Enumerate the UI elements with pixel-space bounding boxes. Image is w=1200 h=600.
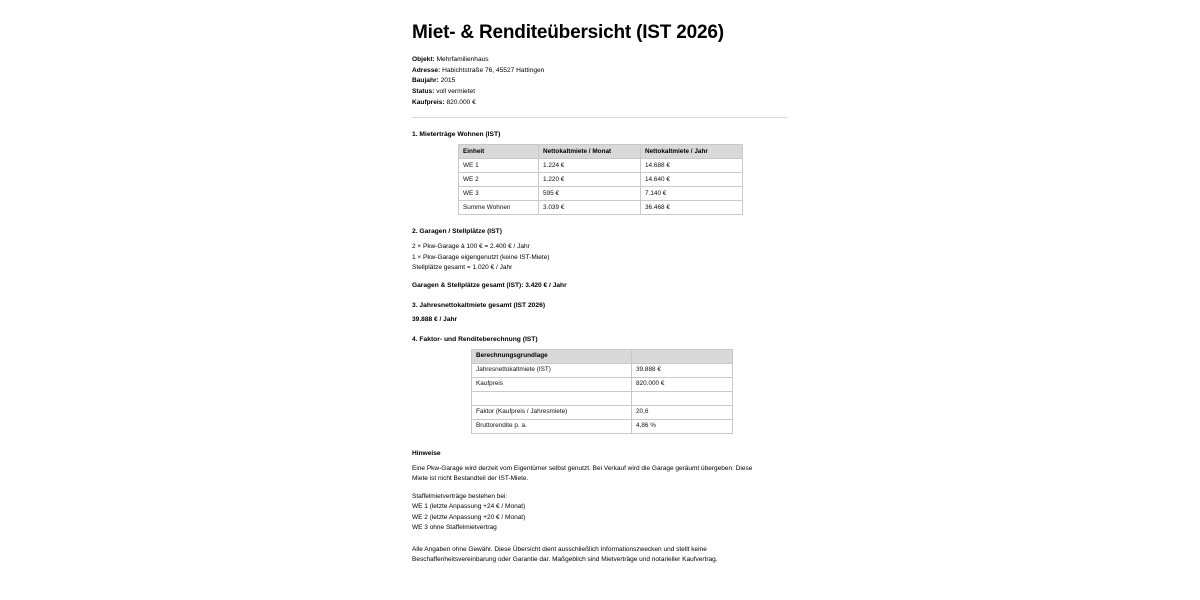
disclaimer-line-1: Alle Angaben ohne Gewähr. Diese Übersicht dient ausschließlich Informationszwecken und stellt keine [412,545,707,553]
yield-cell-label-empty [472,391,632,405]
table-row [472,363,733,377]
yield-col-header-basis: Berechnungsgrundlage [472,349,632,363]
table-header-row [459,145,743,159]
meta-value-status: voll vermietet [436,87,476,95]
rent-col-header-monat: Nettokaltmiete / Monat [539,145,641,159]
yield-table [471,349,733,434]
notes-garage-line-1: Eine Pkw-Garage wird derzeit vom Eigentümer selbst genutzt. Bei Verkauf wird die Garage geräumt übergeben. Diese [412,464,753,472]
property-meta-list [412,55,790,108]
rent-col-header-jahr: Nettokaltmiete / Jahr [641,145,743,159]
yield-col-header-empty [632,349,733,363]
rent-table [458,144,743,215]
yield-cell-label: Kaufpreis [472,377,632,391]
meta-row-kaufpreis [412,98,790,109]
meta-key-adresse: Adresse: [412,66,441,74]
section-2-heading: 2. Garagen / Stellplätze (IST) [412,228,502,236]
garage-line-2: 1 × Pkw-Garage eigengenutzt (keine IST-Miete) [412,253,550,261]
rent-cell-year: 7.140 € [641,187,743,201]
yield-cell-label: Faktor (Kaufpreis / Jahresmiete) [472,405,632,419]
garage-line-3: Stellplätze gesamt = 1.020 € / Jahr [412,264,513,272]
section-4-heading: 4. Faktor- und Renditeberechnung (IST) [412,335,538,343]
rent-cell-month-total: 3.039 € [539,201,641,215]
notes-paragraph-garage [412,464,774,485]
meta-value-adresse: Habichtstraße 76, 45527 Hattingen [442,66,545,74]
rent-cell-unit: WE 2 [459,173,539,187]
table-row [472,405,733,419]
garage-line-1: 2 × Pkw-Garage à 100 € = 2.400 € / Jahr [412,243,530,251]
rent-cell-month: 595 € [539,187,641,201]
meta-row-objekt [412,55,790,66]
rent-col-header-einheit: Einheit [459,145,539,159]
rent-cell-month: 1.220 € [539,173,641,187]
table-header-row [472,349,733,363]
rent-cell-month: 1.224 € [539,159,641,173]
notes-garage-line-2: Miete ist nicht Bestandteil der IST-Miete. [412,475,529,483]
document-page [412,0,790,566]
meta-value-baujahr: 2015 [440,77,456,85]
yield-table-wrapper [471,349,790,434]
rent-cell-unit: WE 3 [459,187,539,201]
meta-row-baujahr [412,76,790,87]
rent-table-wrapper [458,144,790,215]
meta-key-kaufpreis: Kaufpreis: [412,98,445,106]
table-row [472,377,733,391]
table-row [459,187,743,201]
meta-value-kaufpreis: 820.000 € [446,98,476,106]
rent-cell-year: 14.688 € [641,159,743,173]
annual-net-rent-value: 39.888 € / Jahr [412,315,458,323]
meta-row-status [412,87,790,98]
meta-value-objekt: Mehrfamilienhaus [436,55,489,63]
meta-key-baujahr: Baujahr: [412,77,439,85]
yield-cell-value: 39.888 € [632,363,733,377]
table-row-spacer [472,391,733,405]
notes-paragraph-staffel [412,492,774,534]
rent-cell-year-total: 36.468 € [641,201,743,215]
staffel-line-we2: WE 2 (letzte Anpassung +20 € / Monat) [412,513,526,521]
table-row-total [459,201,743,215]
rent-cell-year: 14.640 € [641,173,743,187]
yield-cell-label: Jahresnettokaltmiete (IST) [472,363,632,377]
yield-cell-label: Bruttorendite p. a. [472,419,632,433]
garage-total-line: Garagen & Stellplätze gesamt (IST): 3.420 € / Jahr [412,281,567,289]
notes-heading: Hinweise [412,449,441,457]
notes-disclaimer [412,545,774,566]
yield-cell-value: 820.000 € [632,377,733,391]
header-divider [412,117,787,118]
section-3-heading: 3. Jahresnettokaltmiete gesamt (IST 2026) [412,301,546,309]
meta-row-adresse [412,66,790,77]
garage-detail-lines [412,242,790,274]
staffel-line-we1: WE 1 (letzte Anpassung +24 € / Monat) [412,503,526,511]
rent-cell-unit-total: Summe Wohnen [459,201,539,215]
disclaimer-line-2: Beschaffenheitsvereinbarung oder Garantie dar. Maßgeblich sind Mietverträge und notarieller Kaufvertrag. [412,556,718,564]
table-row [459,159,743,173]
meta-key-status: Status: [412,87,435,95]
table-row [459,173,743,187]
section-1-heading: 1. Mieterträge Wohnen (IST) [412,131,501,139]
yield-cell-value-empty [632,391,733,405]
rent-cell-unit: WE 1 [459,159,539,173]
yield-cell-value: 20,6 [632,405,733,419]
meta-key-objekt: Objekt: [412,55,435,63]
staffel-line-we3: WE 3 ohne Staffelmietvertrag [412,524,497,532]
staffel-line-intro: Staffelmietverträge bestehen bei: [412,492,508,500]
page-title: Miet- & Renditeübersicht (IST 2026) [412,22,724,43]
yield-cell-value: 4,86 % [632,419,733,433]
table-row [472,419,733,433]
